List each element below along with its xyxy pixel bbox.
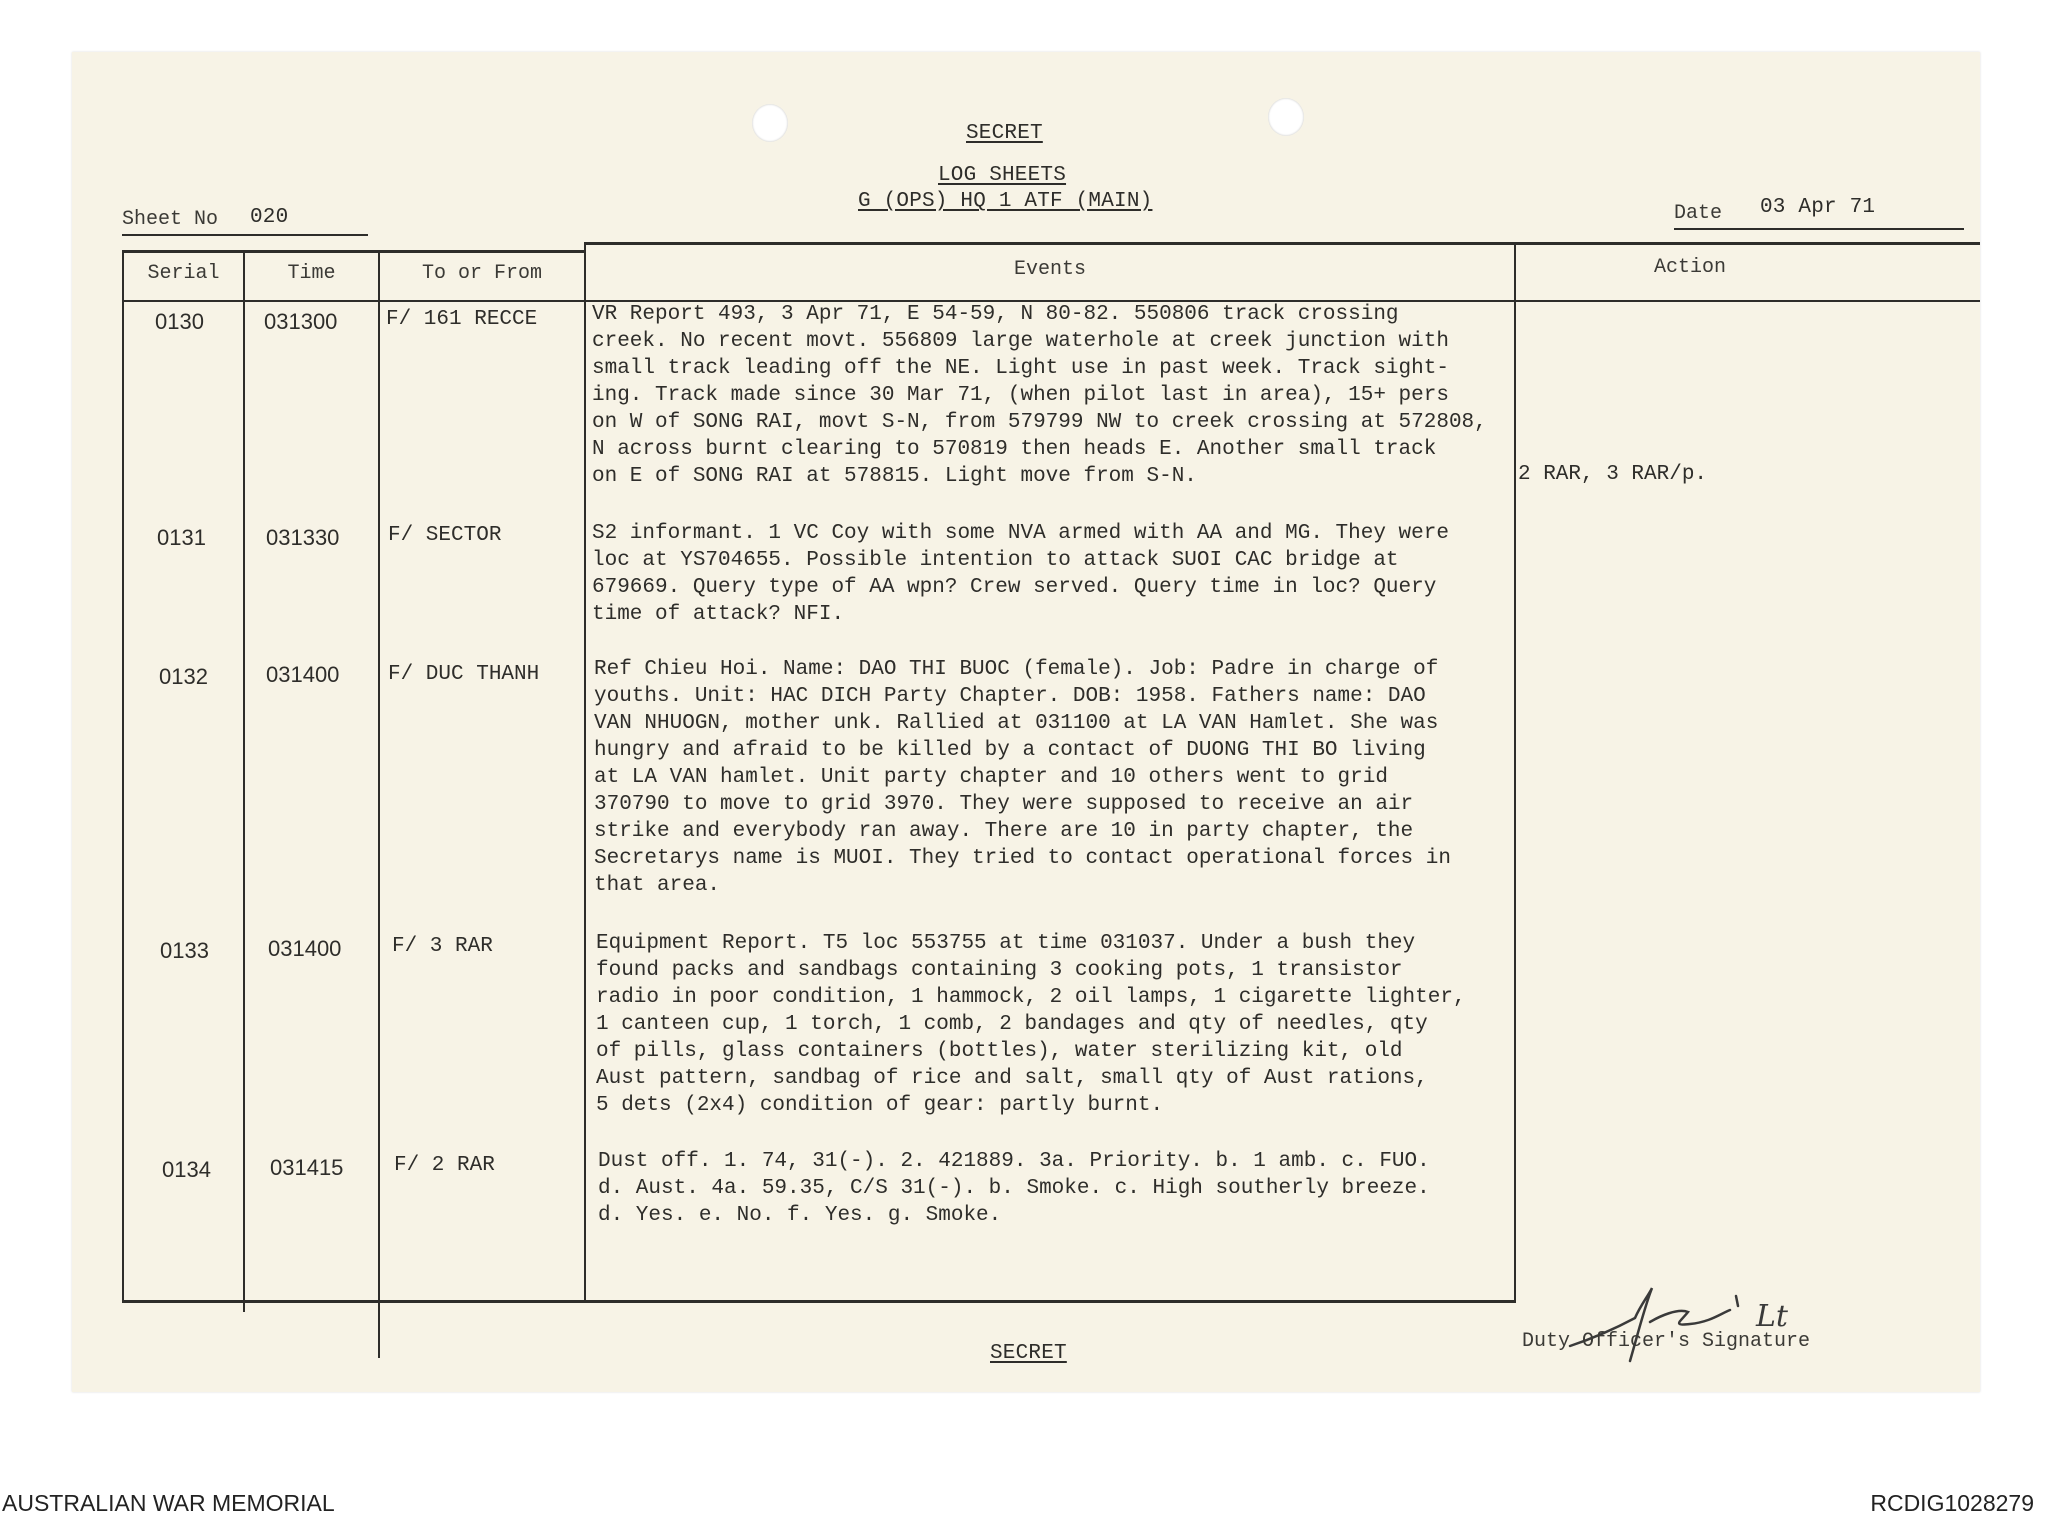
table-top-rule-right [584, 242, 1980, 245]
date-label: Date [1674, 202, 1723, 225]
row-time: 031400 [268, 936, 342, 961]
row-serial: 0133 [160, 938, 209, 963]
archive-credit: AUSTRALIAN WAR MEMORIAL [2, 1490, 335, 1516]
row-serial: 0131 [157, 525, 206, 550]
classification-top: SECRET [966, 122, 1043, 145]
col-rule-3 [584, 244, 586, 1302]
row-from: F/ 3 RAR [392, 935, 493, 958]
classification-bottom: SECRET [990, 1342, 1067, 1365]
punch-hole-left [752, 104, 788, 142]
row-serial: 0132 [159, 664, 208, 689]
signature-scrawl [1560, 1266, 1820, 1376]
archive-id: RCDIG1028279 [1870, 1490, 2034, 1516]
row-time: 031400 [266, 662, 340, 687]
signature-initials: Lt [1756, 1299, 1788, 1334]
col-rule-0 [122, 250, 124, 1302]
row-events: S2 informant. 1 VC Coy with some NVA armed with AA and MG. They were loc at YS704655. Possible intention to attack SUOI CAC bridge at 679669. Query type of AA wpn? Crew served. Query time in loc? Query time of attack? NFI. [592, 522, 1449, 626]
sheet-number-label: Sheet No [122, 208, 219, 231]
sheet-number-underline [122, 234, 368, 236]
row-from: F/ DUC THANH [388, 663, 540, 686]
date-value: 03 Apr 71 [1760, 196, 1876, 219]
unit-designation: G (OPS) HQ 1 ATF (MAIN) [858, 190, 1153, 213]
col-header-to-from: To or From [421, 262, 543, 285]
col-rule-1 [243, 250, 245, 1312]
punch-hole-right [1268, 98, 1304, 136]
col-header-time: Time [287, 262, 336, 285]
row-from: F/ 2 RAR [394, 1154, 495, 1177]
row-time: 031330 [266, 525, 340, 550]
page-title: LOG SHEETS [938, 164, 1067, 187]
col-header-action: Action [1653, 256, 1726, 279]
signature-label: Duty Officer's Signature [1522, 1330, 1811, 1353]
table-top-rule-left [122, 250, 584, 253]
row-events: Ref Chieu Hoi. Name: DAO THI BUOC (female). Job: Padre in charge of youths. Unit: HAC DICH Party Chapter. DOB: 1958. Fathers name: DAO VAN NHUOGN, mother unk. Rallied at 031100 at LA VAN Hamlet. She was hungry and afraid to be killed by a contact of DUONG THI BO living at LA VAN hamlet. Unit party chapter and 10 others went to grid 370790 to move to grid 3970. They were supposed to receive an air strike and everybody ran away. There are 10 in party chapter, the Secretarys name is MUOI. They tried to contact operational forces in that area. [594, 658, 1451, 897]
row-time: 031415 [270, 1155, 344, 1180]
row-serial: 0130 [155, 309, 204, 334]
sheet-number-value: 020 [250, 206, 289, 229]
row-serial: 0134 [162, 1157, 211, 1182]
date-underline [1674, 228, 1964, 230]
col-rule-2 [378, 250, 380, 1358]
table-bottom-rule [122, 1300, 1516, 1303]
col-header-events: Events [1013, 258, 1086, 281]
row-events: Equipment Report. T5 loc 553755 at time 031037. Under a bush they found packs and sandbags containing 3 cooking pots, 1 transistor radio in poor condition, 1 hammock, 2 oil lamps, 1 cigarette lighter, 1 canteen cup, 1 torch, 1 comb, 2 bandages and qty of needles, qty of pills, glass containers (bottles), water sterilizing kit, old Aust pattern, sandbag of rice and salt, small qty of Aust rations, 5 dets (2x4) condition of gear: partly burnt. [596, 932, 1466, 1117]
row-from: F/ SECTOR [388, 524, 502, 547]
row-from: F/ 161 RECCE [386, 308, 538, 331]
row-time: 031300 [264, 309, 338, 334]
col-header-serial: Serial [147, 262, 220, 285]
row-events: Dust off. 1. 74, 31(-). 2. 421889. 3a. Priority. b. 1 amb. c. FUO. d. Aust. 4a. 59.35, C/S 31(-). b. Smoke. c. High southerly breeze. d. Yes. e. No. f. Yes. g. Smoke. [598, 1150, 1430, 1227]
row-action: 2 RAR, 3 RAR/p. [1518, 463, 1708, 486]
row-events: VR Report 493, 3 Apr 71, E 54-59, N 80-82. 550806 track crossing creek. No recent movt. 556809 large waterhole at creek junction with small track leading off the NE. Light use in past week. Track sight- ing. Track made since 30 Mar 71, (when pilot last in area), 15+ pers on W of SONG RAI, movt S-N, from 579799 NW to creek crossing at 572808, N across burnt clearing to 570819 then heads E. Another small track on E of SONG RAI at 578815. Light move from S-N. [592, 303, 1487, 488]
